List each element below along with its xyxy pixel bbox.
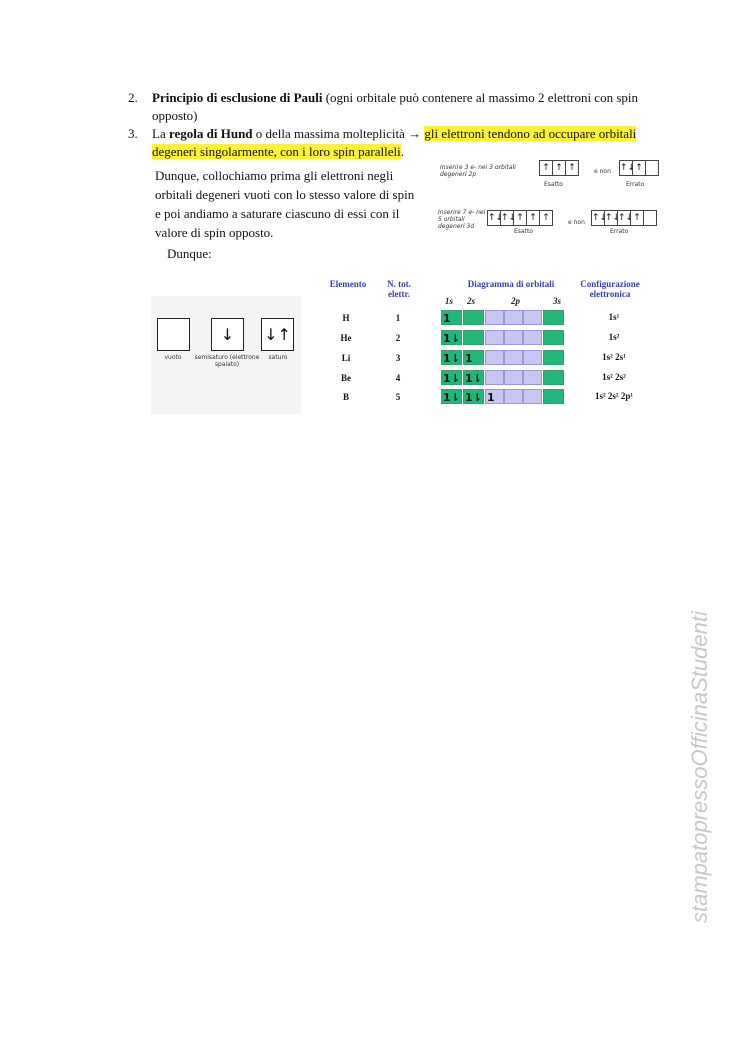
row1-caption: Inserire 3 e- nei 3 orbitali degeneri 2p bbox=[440, 164, 516, 178]
cell-1s: 1⇂ bbox=[441, 389, 462, 404]
cell-1s: 1⇂ bbox=[441, 350, 462, 365]
orbital-cell: ↑ bbox=[539, 210, 553, 226]
half-label: semisaturo (elettrone spaiato) bbox=[194, 354, 260, 368]
element-be: Be bbox=[341, 373, 351, 383]
count-be: 4 bbox=[395, 373, 401, 383]
config-he: 1s² bbox=[608, 332, 620, 342]
row2-ok-cells bbox=[488, 210, 553, 226]
header-element: Elemento bbox=[329, 279, 367, 289]
count-h: 1 bbox=[395, 313, 401, 323]
hund-mid: o della massima molteplicità bbox=[252, 126, 409, 141]
orbital-cell: ↑ bbox=[539, 160, 553, 176]
element-he: He bbox=[340, 333, 352, 343]
rules-list bbox=[128, 89, 673, 161]
orbital-cell bbox=[645, 160, 659, 176]
orbital-cell: ↑↓ bbox=[591, 210, 605, 226]
empty-orbital-box bbox=[157, 318, 190, 351]
cell-2s: 1⇂ bbox=[463, 370, 484, 385]
row2-caption: Inserire 7 e- nei 5 orbitali degeneri 3d bbox=[438, 209, 486, 230]
orbital-2s: 2s bbox=[467, 296, 476, 306]
config-h: 1s¹ bbox=[608, 312, 620, 322]
orbital-cell: ↑↓ bbox=[617, 210, 631, 226]
orbital-cell: ↑↓ bbox=[487, 210, 501, 226]
header-config: Configurazione elettronica bbox=[580, 279, 640, 299]
list-number: 3. bbox=[128, 126, 138, 141]
pauli-text: (ogni orbitale può contenere al massimo 2 elettroni con spin opposto) bbox=[152, 90, 638, 123]
count-he: 2 bbox=[395, 333, 401, 343]
orbital-2p: 2p bbox=[511, 296, 520, 306]
cell-2p bbox=[523, 389, 542, 404]
config-b: 1s² 2s² 2p¹ bbox=[594, 391, 634, 401]
orbital-row-b bbox=[441, 389, 565, 404]
orbital-row-h bbox=[441, 310, 565, 325]
hund-highlight: gli elettroni tendono ad occupare orbitali degeneri singolarmente, con i loro spin paralleli bbox=[152, 126, 637, 159]
orbital-cell: ↑ bbox=[526, 210, 540, 226]
full-orbital-box: ↓↑ bbox=[261, 318, 294, 351]
orbital-cell: ↑ bbox=[565, 160, 579, 176]
row1-ok-cells bbox=[540, 160, 579, 176]
cell-2s bbox=[463, 310, 484, 325]
watermark: stampatopressoOfficinaStudenti bbox=[687, 611, 712, 923]
config-li: 1s² 2s¹ bbox=[602, 352, 626, 362]
cell-2p: 1 bbox=[485, 389, 504, 404]
cell-2s: 1 bbox=[463, 350, 484, 365]
orbital-row-he bbox=[441, 330, 565, 345]
element-h: H bbox=[342, 313, 350, 323]
arrow-icon: → bbox=[408, 126, 422, 141]
cell-2p bbox=[523, 370, 542, 385]
dunque-label: Dunque: bbox=[167, 246, 212, 261]
orbital-diagram-table bbox=[320, 276, 658, 411]
orbital-cell: ↑↓ bbox=[619, 160, 633, 176]
full-label: saturo bbox=[268, 354, 288, 361]
orbital-cell: ↑ bbox=[630, 210, 644, 226]
cell-2p bbox=[523, 310, 542, 325]
cell-2p bbox=[504, 310, 523, 325]
row1-right: e non bbox=[594, 168, 611, 175]
cell-2p bbox=[523, 350, 542, 365]
empty-label: vuoto bbox=[164, 354, 182, 361]
orbital-cell: ↑ bbox=[632, 160, 646, 176]
orbital-row-be bbox=[441, 370, 565, 385]
cell-2p bbox=[485, 370, 504, 385]
row2-label-bad: Errato bbox=[610, 228, 629, 235]
cell-2p bbox=[485, 310, 504, 325]
orbital-cell: ↑↓ bbox=[604, 210, 618, 226]
element-li: Li bbox=[341, 353, 351, 363]
count-li: 3 bbox=[395, 353, 401, 363]
cell-3s bbox=[543, 310, 564, 325]
orbital-cell: ↑↓ bbox=[500, 210, 514, 226]
header-count: N. tot. elettr. bbox=[387, 279, 411, 299]
row2-label-ok: Esatto bbox=[514, 228, 533, 235]
cell-2p bbox=[523, 330, 542, 345]
orbital-cell: ↑ bbox=[513, 210, 527, 226]
row2-bad-cells bbox=[592, 210, 657, 226]
half-orbital-box: ↓ bbox=[211, 318, 244, 351]
cell-2p bbox=[504, 350, 523, 365]
row2-right: e non bbox=[568, 219, 585, 226]
cell-1s: 1 bbox=[441, 310, 462, 325]
cell-2s: 1⇂ bbox=[463, 389, 484, 404]
orbital-1s: 1s bbox=[445, 296, 454, 306]
cell-3s bbox=[543, 389, 564, 404]
hund-rule-figure bbox=[434, 156, 670, 236]
row1-bad-cells bbox=[620, 160, 659, 176]
config-be: 1s² 2s² bbox=[602, 372, 626, 382]
element-b: B bbox=[342, 392, 349, 402]
orbital-cell: ↑ bbox=[552, 160, 566, 176]
count-b: 5 bbox=[395, 392, 401, 402]
list-item-pauli bbox=[128, 89, 673, 125]
row1-label-ok: Esatto bbox=[544, 181, 563, 188]
cell-1s: 1⇂ bbox=[441, 370, 462, 385]
orbital-row-li bbox=[441, 350, 565, 365]
cell-3s bbox=[543, 330, 564, 345]
cell-3s bbox=[543, 370, 564, 385]
hund-end: . bbox=[400, 144, 404, 159]
cell-2p bbox=[504, 370, 523, 385]
header-diagram: Diagramma di orbitali bbox=[467, 279, 555, 289]
cell-2p bbox=[485, 350, 504, 365]
orbital-3s: 3s bbox=[553, 296, 562, 306]
cell-2p bbox=[485, 330, 504, 345]
orbital-legend-figure bbox=[151, 296, 301, 414]
cell-2p bbox=[504, 330, 523, 345]
explanation-paragraph: Dunque, collochiamo prima gli elettroni negli orbitali degeneri vuoti con lo stesso valore di spin e poi andiamo a saturare ciascuno di essi con il valore di spin opposto. bbox=[155, 168, 415, 240]
orbital-cell bbox=[643, 210, 657, 226]
cell-3s bbox=[543, 350, 564, 365]
hund-title: regola di Hund bbox=[168, 126, 253, 141]
cell-2s bbox=[463, 330, 484, 345]
pauli-title: Principio di esclusione di Pauli bbox=[152, 90, 323, 105]
hund-pre: La bbox=[152, 126, 169, 141]
cell-1s: 1⇂ bbox=[441, 330, 462, 345]
cell-2p bbox=[504, 389, 523, 404]
list-number: 2. bbox=[128, 90, 138, 105]
row1-label-bad: Errato bbox=[626, 181, 645, 188]
